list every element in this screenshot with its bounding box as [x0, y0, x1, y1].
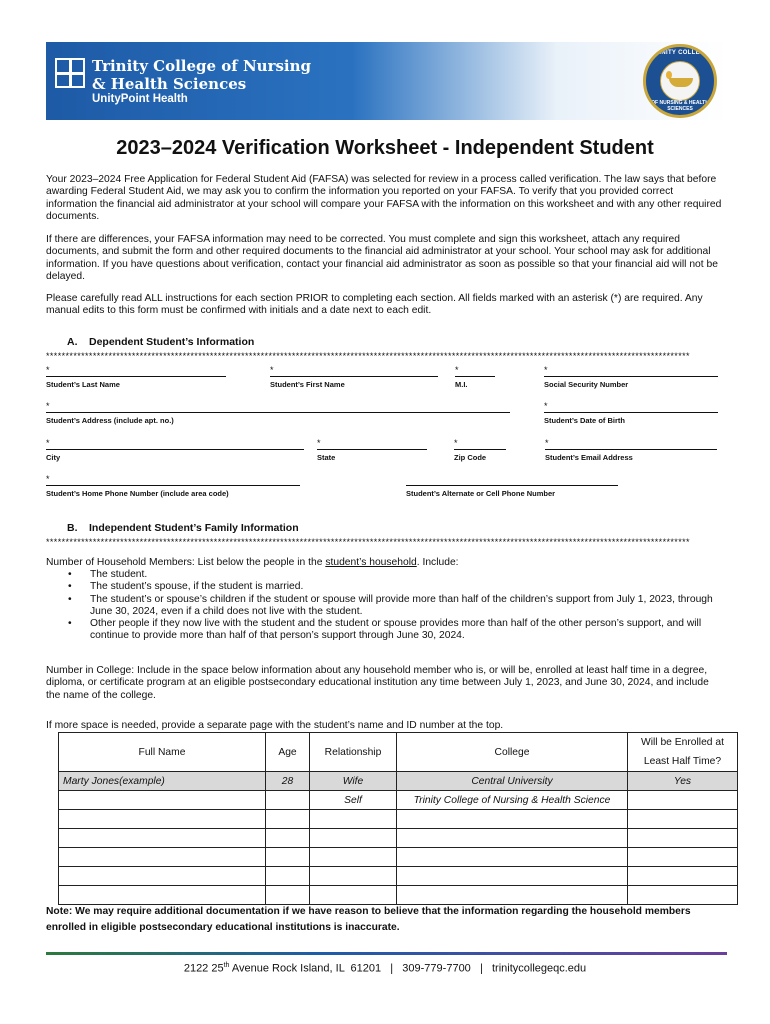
- last-name-field[interactable]: * Student’s Last Name: [46, 367, 226, 389]
- brand-name-line2: & Health Sciences: [92, 75, 247, 93]
- cross-logo-icon: [55, 58, 85, 88]
- email-field[interactable]: * Student’s Email Address: [545, 440, 717, 462]
- first-name-field[interactable]: * Student’s First Name: [270, 367, 438, 389]
- list-item: • The student’s spouse, if the student is married.: [66, 581, 726, 593]
- list-item: • The student.: [66, 569, 726, 581]
- col-header-age: Age: [266, 733, 310, 772]
- household-intro: Number of Household Members: List below the people in the student’s household. Include:: [46, 557, 459, 568]
- col-header-enrolled: Will be Enrolled at Least Half Time?: [628, 733, 738, 772]
- brand-name-line1: Trinity College of Nursing: [92, 57, 312, 75]
- col-header-relationship: Relationship: [310, 733, 397, 772]
- zip-code-field[interactable]: * Zip Code: [454, 440, 506, 462]
- date-of-birth-field[interactable]: * Student’s Date of Birth: [544, 403, 718, 425]
- alt-phone-field[interactable]: Student’s Alternate or Cell Phone Number: [406, 476, 618, 498]
- page-title: 2023–2024 Verification Worksheet - Independent Student: [116, 137, 654, 159]
- table-row[interactable]: Self Trinity College of Nursing & Health Science: [59, 791, 738, 810]
- college-paragraph: Number in College: Include in the space below information about any household member who is, or will be, enrolled at least half time in a degree, diploma, or certificate program at an eligible postsecondary educational institution any time between July 1, 2023, and June 30, 2024, and include the name of the college.: [46, 665, 709, 701]
- table-row[interactable]: [59, 810, 738, 829]
- table-row[interactable]: [59, 848, 738, 867]
- middle-initial-field[interactable]: * M.I.: [455, 367, 495, 389]
- section-b-divider: *********************************************************************************************************************************************************************: [46, 537, 690, 547]
- intro-paragraph-1: Your 2023–2024 Free Application for Federal Student Aid (FAFSA) was selected for review in a process called verification. The law says that before awarding Federal Student Aid, we may ask you to confirm the information you reported on your FAFSA. To verify that you provided correct information the financial aid administrator at your school will compare your FAFSA with the information on this worksheet and with any other required documents.: [46, 174, 722, 222]
- col-header-college: College: [397, 733, 628, 772]
- state-field[interactable]: * State: [317, 440, 427, 462]
- brand-name-line3: UnityPoint Health: [92, 93, 188, 105]
- list-item: • Other people if they now live with the student and the student or spouse provides more than half of the other person’s support, and will continue to provide more than half of that person’s support through June 30, 2024.: [66, 618, 726, 643]
- section-a-heading: A. Dependent Student’s Information: [67, 336, 255, 348]
- city-field[interactable]: * City: [46, 440, 304, 462]
- table-row: Marty Jones(example) 28 Wife Central University Yes: [59, 772, 738, 791]
- more-space-note: If more space is needed, provide a separate page with the student’s name and ID number at the top.: [46, 720, 504, 731]
- ssn-field[interactable]: * Social Security Number: [544, 367, 718, 389]
- table-header-row: [59, 733, 738, 772]
- col-header-full-name: Full Name: [59, 733, 266, 772]
- household-bullet-list: [66, 569, 726, 643]
- footer-divider: [46, 952, 727, 955]
- table-row[interactable]: [59, 867, 738, 886]
- address-field[interactable]: * Student’s Address (include apt. no.): [46, 403, 510, 425]
- home-phone-field[interactable]: * Student’s Home Phone Number (include area code): [46, 476, 300, 498]
- section-a-divider: *********************************************************************************************************************************************************************: [46, 351, 690, 361]
- documentation-note: Note: We may require additional documentation if we have reason to believe that the information regarding the household members enrolled in eligible postsecondary educational institutions is inaccurate.: [46, 906, 691, 933]
- list-item: • The student’s or spouse’s children if the student or spouse will provide more than half of the children’s support from July 1, 2023, through June 30, 2024, even if a child does not live with the student.: [66, 594, 726, 619]
- section-b-heading: B. Independent Student’s Family Information: [67, 522, 299, 534]
- household-college-table: [58, 732, 738, 905]
- footer-contact: 2122 25th Avenue Rock Island, IL 61201 | 309-779-7700 | trinitycollegeqc.edu: [183, 962, 587, 975]
- college-seal-icon: TRINITY COLLEGE OF NURSING & HEALTH SCIENCES: [643, 44, 717, 118]
- table-row[interactable]: [59, 829, 738, 848]
- intro-paragraph-2: If there are differences, your FAFSA information may need to be corrected. You must complete and sign this worksheet, attach any required documents, and submit the form and other required documents to the financial aid administrator at your school. Your school may ask for additional information. If you have questions about verification, contact your financial aid administrator as soon as possible so that your financial aid will not be delayed.: [46, 234, 718, 282]
- table-row[interactable]: [59, 886, 738, 905]
- intro-paragraph-3: Please carefully read ALL instructions for each section PRIOR to completing each section. All fields marked with an asterisk (*) are required. Any manual edits to this form must be confirmed with initials and a date next to each edit.: [46, 293, 703, 317]
